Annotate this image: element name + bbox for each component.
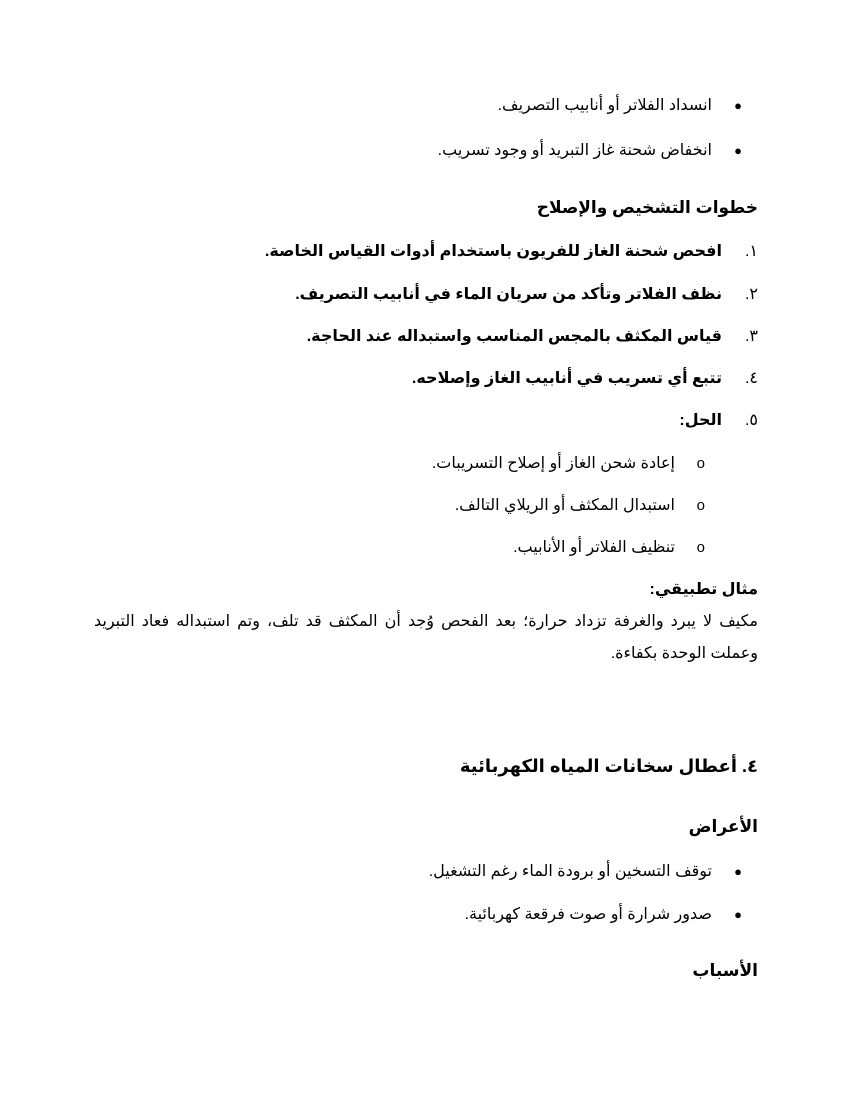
step-text: افحص شحنة الغاز للفريون باستخدام أدوات القياس الخاصة. — [264, 243, 722, 260]
bullet-marker: ● — [734, 907, 742, 922]
solution-text: استبدال المكثف أو الريلاي التالف. — [454, 497, 675, 514]
list-item-text: انخفاض شحنة غاز التبريد أو وجود تسريب. — [437, 142, 712, 159]
section-title: ٤. أعطال سخانات المياه الكهربائية — [459, 756, 758, 776]
numbered-step — [295, 285, 758, 305]
diagnosis-heading: خطوات التشخيص والإصلاح — [536, 198, 758, 217]
solution-text: تنظيف الفلاتر أو الأنابيب. — [513, 539, 675, 556]
numbered-step — [679, 411, 758, 431]
example-paragraph: مكيف لا يبرد والغرفة تزداد حرارة؛ بعد الفحص وُجد أن المكثف قد تلف، وتم استبداله فعاد التبريد وعملت الوحدة بكفاءة. — [94, 613, 758, 662]
causes-heading: الأسباب — [692, 961, 758, 980]
solution-text: إعادة شحن الغاز أو إصلاح التسريبات. — [431, 455, 675, 472]
step-number: ٣. — [744, 328, 758, 345]
step-number: ٢. — [744, 286, 758, 303]
step-text: الحل: — [679, 412, 722, 429]
step-text: نظف الفلاتر وتأكد من سريان الماء في أنابيب التصريف. — [295, 286, 722, 303]
sub-bullet-marker: o — [696, 539, 705, 556]
bullet-marker: ● — [734, 864, 742, 879]
step-text: تتبع أي تسريب في أنابيب الغاز وإصلاحه. — [411, 370, 722, 387]
list-item — [465, 905, 742, 925]
solution-item — [432, 454, 705, 474]
list-item — [498, 96, 742, 116]
solution-item — [455, 496, 705, 516]
solution-item — [513, 538, 705, 558]
step-number: ٤. — [744, 370, 758, 387]
bullet-marker: ● — [734, 143, 742, 158]
list-item — [429, 862, 742, 882]
numbered-step — [265, 242, 758, 262]
step-text: قياس المكثف بالمجس المناسب واستبداله عند الحاجة. — [306, 328, 722, 345]
step-number: ١. — [744, 243, 758, 260]
example-label: مثال تطبيقي: — [649, 581, 758, 598]
sub-bullet-marker: o — [696, 455, 705, 472]
bullet-marker: ● — [734, 98, 742, 113]
symptoms-heading: الأعراض — [688, 817, 758, 836]
step-number: ٥. — [744, 412, 758, 429]
list-item-text: توقف التسخين أو برودة الماء رغم التشغيل. — [428, 863, 712, 880]
list-item-text: انسداد الفلاتر أو أنابيب التصريف. — [497, 97, 712, 114]
list-item — [438, 141, 742, 161]
sub-bullet-marker: o — [696, 497, 705, 514]
list-item-text: صدور شرارة أو صوت فرقعة كهربائية. — [464, 906, 712, 923]
numbered-step — [412, 369, 758, 389]
numbered-step — [307, 327, 758, 347]
